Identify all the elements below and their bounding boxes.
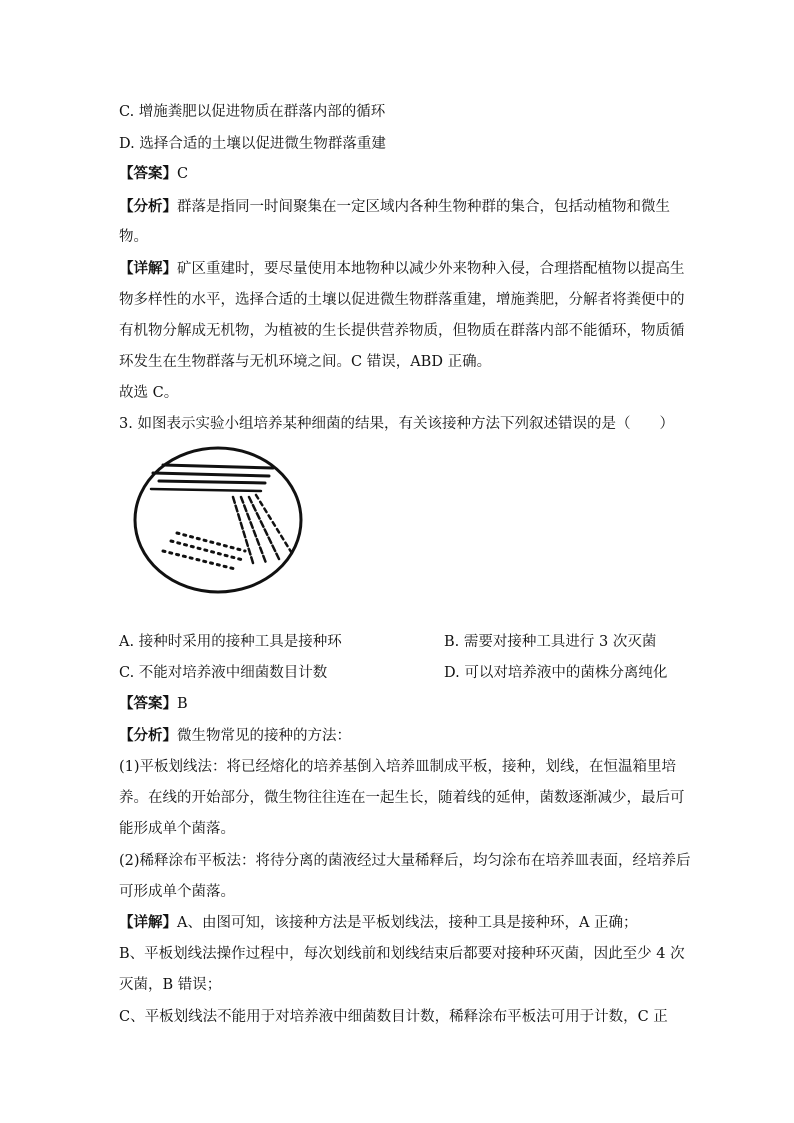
- question3-stem: 3. 如图表示实验小组培养某种细菌的结果，有关该接种方法下列叙述错误的是（ ）: [119, 416, 674, 432]
- option-d-q3: D. 可以对培养液中的菌株分离纯化: [444, 665, 668, 681]
- analysis-prev-line2: 物。: [119, 229, 148, 245]
- option-c-prev: C. 增施粪肥以促进物质在群落内部的循环: [119, 104, 386, 120]
- method1-line1: (1)平板划线法：将已经熔化的培养基倒入培养皿制成平板，接种，划线，在恒温箱里培: [119, 759, 677, 775]
- detail-q3-a: [119, 913, 638, 933]
- analysis-text: 群落是指同一时间聚集在一定区域内各种生物种群的集合，包括动植物和微生: [177, 199, 670, 215]
- petri-dish-outline: [135, 448, 301, 592]
- streak-zone-2: [233, 495, 293, 563]
- detail-a-text: A、由图可知，该接种方法是平板划线法，接种工具是接种环，A 正确；: [177, 915, 638, 931]
- method2-line2: 可形成单个菌落。: [119, 884, 235, 900]
- detail-prev-line3: 有机物分解成无机物，为植被的生长提供营养物质，但物质在群落内部不能循环，物质循: [119, 323, 685, 339]
- answer-value: C: [177, 166, 189, 182]
- option-a-q3: A. 接种时采用的接种工具是接种环: [119, 634, 342, 650]
- detail-label: 【详解】: [119, 914, 177, 931]
- streak-zone-3: [163, 533, 245, 569]
- option-c-q3: C. 不能对培养液中细菌数目计数: [119, 665, 328, 681]
- detail-prev-line1: [119, 259, 685, 279]
- analysis-intro: 微生物常见的接种的方法：: [177, 728, 351, 744]
- detail-q3-b-line2: 灭菌，B 错误；: [119, 977, 222, 993]
- detail-q3-b-line1: B、平板划线法操作过程中，每次划线前和划线结束后都要对接种环灭菌，因此至少 4 次: [119, 946, 685, 962]
- answer-label: 【答案】: [119, 695, 177, 712]
- analysis-prev-line1: [119, 197, 670, 217]
- analysis-label: 【分析】: [119, 198, 177, 215]
- answer-value: B: [177, 696, 188, 712]
- answer-q3: [119, 694, 188, 714]
- streak-plate-figure: [133, 445, 303, 595]
- detail-prev-line2: 物多样性的水平，选择合适的土壤以促进微生物群落重建，增施粪肥，分解者将粪便中的: [119, 292, 685, 308]
- method2-line1: (2)稀释涂布平板法：将待分离的菌液经过大量稀释后，均匀涂布在培养皿表面，经培养后: [119, 853, 691, 869]
- streak-zone-1: [151, 465, 273, 491]
- method1-line3: 能形成单个菌落。: [119, 821, 235, 837]
- detail-text: 矿区重建时，要尽量使用本地物种以减少外来物种入侵，合理搭配植物以提高生: [177, 261, 685, 277]
- answer-label: 【答案】: [119, 165, 177, 182]
- conclusion-prev: 故选 C。: [119, 385, 179, 401]
- detail-prev-line4: 环发生在生物群落与无机环境之间。C 错误，ABD 正确。: [119, 354, 492, 370]
- detail-label: 【详解】: [119, 260, 177, 277]
- answer-prev: [119, 164, 188, 184]
- detail-q3-c-line1: C、平板划线法不能用于对培养液中细菌数目计数，稀释涂布平板法可用于计数，C 正: [119, 1009, 668, 1025]
- analysis-q3-intro: [119, 726, 351, 746]
- option-b-q3: B. 需要对接种工具进行 3 次灭菌: [444, 634, 657, 650]
- analysis-label: 【分析】: [119, 727, 177, 744]
- option-d-prev: D. 选择合适的土壤以促进微生物群落重建: [119, 136, 386, 152]
- method1-line2: 养。在线的开始部分，微生物往往连在一起生长，随着线的延伸，菌数逐渐减少，最后可: [119, 790, 685, 806]
